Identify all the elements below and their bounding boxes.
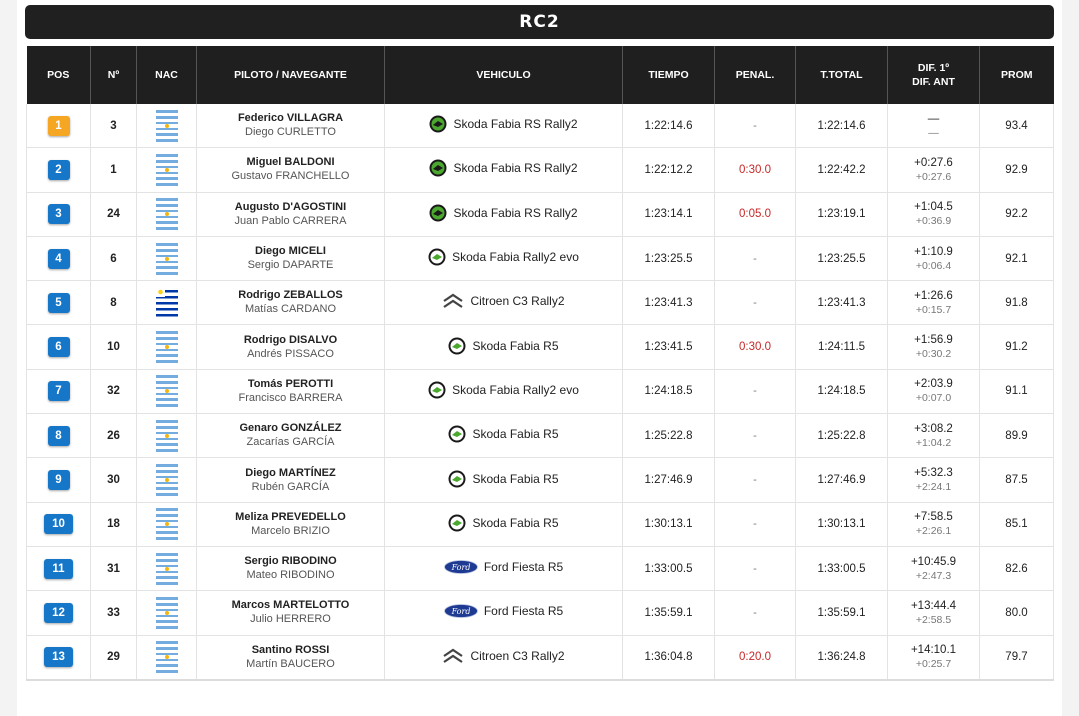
- gap-cell: [888, 236, 980, 280]
- gap-cell: [888, 546, 980, 590]
- nationality-flag-icon: [156, 375, 178, 407]
- position-badge: 12: [44, 603, 73, 623]
- gap-to-previous: +0:27.6: [915, 170, 952, 183]
- header-piloto[interactable]: PILOTO / NAVEGANTE: [197, 46, 385, 104]
- vehicle-name: Ford Fiesta R5: [483, 604, 564, 619]
- results-table: [26, 46, 1054, 681]
- car-number: 10: [91, 325, 137, 369]
- table-row-11[interactable]: [27, 546, 1054, 590]
- table-row-3[interactable]: [27, 192, 1054, 236]
- position-badge: 13: [44, 647, 73, 667]
- nationality-cell: [137, 104, 197, 148]
- penalty: -: [715, 236, 796, 280]
- gap-to-first: +13:44.4: [910, 599, 957, 612]
- table-row-8[interactable]: [27, 414, 1054, 458]
- crew-cell[interactable]: [197, 369, 385, 413]
- header-pos[interactable]: POS: [27, 46, 91, 104]
- gap-to-first: +1:04.5: [914, 201, 953, 214]
- total-time: 1:23:19.1: [796, 192, 888, 236]
- pos-cell: [27, 236, 91, 280]
- nationality-cell: [137, 148, 197, 192]
- crew-cell[interactable]: [197, 236, 385, 280]
- pilot-name: Meliza PREVEDELLO: [235, 510, 346, 523]
- header-tiempo[interactable]: TIEMPO: [623, 46, 715, 104]
- category-title: RC2: [25, 5, 1054, 39]
- nationality-cell: [137, 635, 197, 680]
- average-speed: 82.6: [980, 546, 1054, 590]
- gap-to-previous: +0:07.0: [915, 392, 952, 405]
- navigator-name: Julio HERRERO: [250, 613, 331, 626]
- car-number: 32: [91, 369, 137, 413]
- gap-cell: [888, 192, 980, 236]
- average-speed: 93.4: [980, 104, 1054, 148]
- gap-cell: [888, 458, 980, 502]
- vehicle-cell: [385, 281, 623, 325]
- svg-text:Ford: Ford: [451, 607, 471, 617]
- penalty: 0:30.0: [715, 148, 796, 192]
- table-header: [27, 46, 1054, 104]
- stage-time: 1:33:00.5: [623, 546, 715, 590]
- pilot-name: Rodrigo DISALVO: [243, 333, 338, 346]
- penalty: -: [715, 502, 796, 546]
- gap-to-first: +1:56.9: [914, 334, 953, 347]
- penalty: -: [715, 546, 796, 590]
- gap-to-previous: +2:24.1: [915, 481, 952, 494]
- average-speed: 89.9: [980, 414, 1054, 458]
- total-time: 1:36:24.8: [796, 635, 888, 680]
- stage-time: 1:36:04.8: [623, 635, 715, 680]
- stage-time: 1:23:14.1: [623, 192, 715, 236]
- pos-cell: [27, 192, 91, 236]
- gap-to-previous: +0:36.9: [915, 215, 952, 228]
- brand-logo-icon: [442, 648, 464, 664]
- crew-cell[interactable]: [197, 325, 385, 369]
- gap-cell: [888, 414, 980, 458]
- table-row-2[interactable]: [27, 148, 1054, 192]
- nationality-flag-icon: [156, 464, 178, 496]
- header-difant: DIF. ANT: [912, 76, 955, 88]
- penalty: -: [715, 281, 796, 325]
- gap-cell: [888, 325, 980, 369]
- brand-logo-icon: [428, 381, 446, 399]
- position-badge: 7: [48, 381, 70, 401]
- pilot-name: Diego MICELI: [255, 245, 326, 258]
- nationality-flag-icon: [156, 331, 178, 363]
- total-time: 1:24:11.5: [796, 325, 888, 369]
- nationality-flag-icon: [156, 110, 178, 142]
- stage-time: 1:23:41.3: [623, 281, 715, 325]
- penalty: -: [715, 458, 796, 502]
- header-dif[interactable]: [888, 46, 980, 104]
- total-time: 1:35:59.1: [796, 591, 888, 635]
- brand-logo-icon: [448, 425, 466, 443]
- table-row-10[interactable]: [27, 502, 1054, 546]
- navigator-name: Rubén GARCÍA: [251, 480, 330, 493]
- vehicle-cell: [385, 104, 623, 148]
- total-time: 1:25:22.8: [796, 414, 888, 458]
- brand-logo-icon: [448, 337, 466, 355]
- gap-to-first: +5:32.3: [914, 467, 953, 480]
- total-time: 1:23:25.5: [796, 236, 888, 280]
- total-time: 1:30:13.1: [796, 502, 888, 546]
- gap-to-first: +2:03.9: [914, 378, 953, 391]
- stage-time: 1:30:13.1: [623, 502, 715, 546]
- vehicle-cell: [385, 635, 623, 680]
- car-number: 6: [91, 236, 137, 280]
- table-row-4[interactable]: [27, 236, 1054, 280]
- position-badge: 8: [48, 426, 70, 446]
- nationality-cell: [137, 546, 197, 590]
- vehicle-cell: [385, 546, 623, 590]
- brand-logo-icon: [442, 293, 464, 309]
- nationality-flag-icon: [156, 287, 178, 319]
- table-row-6[interactable]: [27, 325, 1054, 369]
- penalty: -: [715, 369, 796, 413]
- car-number: 26: [91, 414, 137, 458]
- crew-cell[interactable]: [197, 281, 385, 325]
- header-num[interactable]: Nº: [91, 46, 137, 104]
- table-row-9[interactable]: [27, 458, 1054, 502]
- header-prom[interactable]: PROM: [980, 46, 1054, 104]
- navigator-name: Gustavo FRANCHELLO: [231, 170, 350, 183]
- car-number: 24: [91, 192, 137, 236]
- car-number: 31: [91, 546, 137, 590]
- penalty: -: [715, 414, 796, 458]
- total-time: 1:22:14.6: [796, 104, 888, 148]
- pos-cell: [27, 591, 91, 635]
- gap-to-previous: +1:04.2: [915, 436, 952, 449]
- navigator-name: Zacarías GARCÍA: [246, 436, 335, 449]
- vehicle-name: Skoda Fabia RS Rally2: [453, 117, 578, 132]
- pilot-name: Marcos MARTELOTTO: [231, 599, 350, 612]
- total-time: 1:24:18.5: [796, 369, 888, 413]
- pos-cell: [27, 414, 91, 458]
- car-number: 33: [91, 591, 137, 635]
- nationality-flag-icon: [156, 243, 178, 275]
- nationality-flag-icon: [156, 198, 178, 230]
- average-speed: 91.8: [980, 281, 1054, 325]
- stage-time: 1:22:12.2: [623, 148, 715, 192]
- brand-logo-icon: [429, 115, 447, 133]
- crew-cell[interactable]: [197, 502, 385, 546]
- navigator-name: Mateo RIBODINO: [246, 569, 335, 582]
- nationality-cell: [137, 281, 197, 325]
- vehicle-name: Skoda Fabia R5: [472, 515, 559, 530]
- gap-to-first: +1:10.9: [914, 245, 953, 258]
- brand-logo-icon: [428, 248, 446, 266]
- nationality-cell: [137, 236, 197, 280]
- table-row-1[interactable]: [27, 104, 1054, 148]
- nationality-flag-icon: [156, 641, 178, 673]
- position-badge: 5: [48, 293, 70, 313]
- average-speed: 92.2: [980, 192, 1054, 236]
- vehicle-name: Skoda Fabia R5: [472, 338, 559, 353]
- total-time: 1:22:42.2: [796, 148, 888, 192]
- gap-to-previous: +0:06.4: [915, 259, 952, 272]
- position-badge: 6: [48, 337, 70, 357]
- nationality-cell: [137, 192, 197, 236]
- pilot-name: Miguel BALDONI: [246, 156, 335, 169]
- pos-cell: [27, 104, 91, 148]
- car-number: 3: [91, 104, 137, 148]
- gap-to-first: +0:27.6: [914, 156, 953, 169]
- gap-to-previous: +0:25.7: [915, 658, 952, 671]
- pilot-name: Diego MARTÍNEZ: [245, 466, 336, 479]
- pilot-name: Federico VILLAGRA: [237, 112, 344, 125]
- header-vehiculo[interactable]: VEHICULO: [385, 46, 623, 104]
- brand-logo-icon: [444, 604, 478, 618]
- vehicle-cell: [385, 325, 623, 369]
- header-dif1: DIF. 1º: [917, 62, 950, 74]
- vehicle-cell: [385, 236, 623, 280]
- brand-logo-icon: [444, 560, 478, 574]
- nationality-cell: [137, 591, 197, 635]
- stage-time: 1:25:22.8: [623, 414, 715, 458]
- pos-cell: [27, 325, 91, 369]
- position-badge: 11: [44, 559, 73, 579]
- pilot-name: Santino ROSSI: [251, 643, 330, 656]
- average-speed: 80.0: [980, 591, 1054, 635]
- crew-cell[interactable]: [197, 458, 385, 502]
- gap-to-first: +1:26.6: [914, 289, 953, 302]
- brand-logo-icon: [429, 204, 447, 222]
- average-speed: 85.1: [980, 502, 1054, 546]
- nationality-cell: [137, 502, 197, 546]
- stage-time: 1:23:41.5: [623, 325, 715, 369]
- gap-to-previous: —: [928, 126, 939, 139]
- nationality-flag-icon: [156, 508, 178, 540]
- brand-logo-icon: [448, 470, 466, 488]
- gap-cell: [888, 502, 980, 546]
- gap-cell: [888, 369, 980, 413]
- vehicle-name: Skoda Fabia Rally2 evo: [452, 382, 579, 397]
- pos-cell: [27, 458, 91, 502]
- navigator-name: Andrés PISSACO: [247, 347, 334, 360]
- crew-cell[interactable]: [197, 192, 385, 236]
- nationality-cell: [137, 369, 197, 413]
- crew-cell[interactable]: [197, 546, 385, 590]
- average-speed: 91.2: [980, 325, 1054, 369]
- table-row-5[interactable]: [27, 281, 1054, 325]
- nationality-cell: [137, 458, 197, 502]
- penalty: -: [715, 591, 796, 635]
- position-badge: 9: [48, 470, 70, 490]
- pos-cell: [27, 546, 91, 590]
- gap-cell: [888, 104, 980, 148]
- gap-to-previous: +2:58.5: [915, 613, 952, 626]
- header-penal[interactable]: PENAL.: [715, 46, 796, 104]
- svg-text:Ford: Ford: [451, 563, 471, 573]
- average-speed: 92.9: [980, 148, 1054, 192]
- gap-cell: [888, 148, 980, 192]
- crew-cell[interactable]: [197, 104, 385, 148]
- brand-logo-icon: [429, 159, 447, 177]
- gap-to-first: +10:45.9: [910, 555, 957, 568]
- total-time: 1:27:46.9: [796, 458, 888, 502]
- vehicle-name: Citroen C3 Rally2: [470, 648, 565, 663]
- stage-time: 1:23:25.5: [623, 236, 715, 280]
- car-number: 29: [91, 635, 137, 680]
- pilot-name: Tomás PEROTTI: [247, 377, 334, 390]
- vehicle-name: Skoda Fabia RS Rally2: [453, 161, 578, 176]
- navigator-name: Juan Pablo CARRERA: [234, 214, 347, 227]
- position-badge: 4: [48, 249, 70, 269]
- nationality-flag-icon: [156, 420, 178, 452]
- crew-cell[interactable]: [197, 635, 385, 680]
- nationality-flag-icon: [156, 597, 178, 629]
- navigator-name: Martín BAUCERO: [246, 657, 335, 670]
- crew-cell[interactable]: [197, 148, 385, 192]
- car-number: 8: [91, 281, 137, 325]
- gap-to-previous: +0:30.2: [915, 348, 952, 361]
- position-badge: 3: [48, 204, 70, 224]
- navigator-name: Matías CARDANO: [244, 303, 337, 316]
- car-number: 18: [91, 502, 137, 546]
- pilot-name: Genaro GONZÁLEZ: [239, 422, 342, 435]
- average-speed: 87.5: [980, 458, 1054, 502]
- gap-to-first: +14:10.1: [910, 644, 957, 657]
- table-row-13[interactable]: [27, 635, 1054, 680]
- position-badge: 2: [48, 160, 70, 180]
- total-time: 1:23:41.3: [796, 281, 888, 325]
- pilot-name: Augusto D'AGOSTINI: [234, 200, 347, 213]
- average-speed: 92.1: [980, 236, 1054, 280]
- pos-cell: [27, 369, 91, 413]
- vehicle-name: Skoda Fabia RS Rally2: [453, 205, 578, 220]
- vehicle-name: Skoda Fabia Rally2 evo: [452, 250, 579, 265]
- pos-cell: [27, 148, 91, 192]
- pos-cell: [27, 635, 91, 680]
- car-number: 30: [91, 458, 137, 502]
- vehicle-name: Ford Fiesta R5: [483, 560, 564, 575]
- gap-to-first: +3:08.2: [914, 422, 953, 435]
- nationality-cell: [137, 325, 197, 369]
- penalty: 0:20.0: [715, 635, 796, 680]
- header-nac[interactable]: NAC: [137, 46, 197, 104]
- penalty: 0:05.0: [715, 192, 796, 236]
- average-speed: 79.7: [980, 635, 1054, 680]
- stage-time: 1:35:59.1: [623, 591, 715, 635]
- vehicle-cell: [385, 458, 623, 502]
- vehicle-cell: [385, 591, 623, 635]
- crew-cell[interactable]: [197, 591, 385, 635]
- vehicle-name: Skoda Fabia R5: [472, 471, 559, 486]
- gap-to-previous: +2:47.3: [915, 569, 952, 582]
- nationality-cell: [137, 414, 197, 458]
- penalty: 0:30.0: [715, 325, 796, 369]
- gap-to-first: —: [927, 112, 940, 125]
- total-time: 1:33:00.5: [796, 546, 888, 590]
- vehicle-cell: [385, 414, 623, 458]
- stage-time: 1:27:46.9: [623, 458, 715, 502]
- gap-cell: [888, 591, 980, 635]
- vehicle-cell: [385, 369, 623, 413]
- pilot-name: Rodrigo ZEBALLOS: [238, 289, 343, 302]
- vehicle-name: Skoda Fabia R5: [472, 427, 559, 442]
- pilot-name: Sergio RIBODINO: [244, 555, 337, 568]
- vehicle-cell: [385, 148, 623, 192]
- gap-to-previous: +0:15.7: [915, 303, 952, 316]
- stage-time: 1:24:18.5: [623, 369, 715, 413]
- gap-to-first: +7:58.5: [914, 511, 953, 524]
- vehicle-name: Citroen C3 Rally2: [470, 294, 565, 309]
- vehicle-cell: [385, 502, 623, 546]
- penalty: -: [715, 104, 796, 148]
- table-row-7[interactable]: [27, 369, 1054, 413]
- gap-cell: [888, 635, 980, 680]
- vehicle-cell: [385, 192, 623, 236]
- nationality-flag-icon: [156, 154, 178, 186]
- table-row-12[interactable]: [27, 591, 1054, 635]
- navigator-name: Francisco BARRERA: [238, 391, 343, 404]
- gap-to-previous: +2:26.1: [915, 525, 952, 538]
- navigator-name: Sergio DAPARTE: [247, 259, 334, 272]
- car-number: 1: [91, 148, 137, 192]
- navigator-name: Marcelo BRIZIO: [251, 524, 330, 537]
- brand-logo-icon: [448, 514, 466, 532]
- pos-cell: [27, 502, 91, 546]
- crew-cell[interactable]: [197, 414, 385, 458]
- average-speed: 91.1: [980, 369, 1054, 413]
- gap-cell: [888, 281, 980, 325]
- position-badge: 1: [48, 116, 70, 136]
- stage-time: 1:22:14.6: [623, 104, 715, 148]
- nationality-flag-icon: [156, 553, 178, 585]
- header-ttotal[interactable]: T.TOTAL: [796, 46, 888, 104]
- position-badge: 10: [44, 514, 73, 534]
- navigator-name: Diego CURLETTO: [245, 126, 336, 139]
- pos-cell: [27, 281, 91, 325]
